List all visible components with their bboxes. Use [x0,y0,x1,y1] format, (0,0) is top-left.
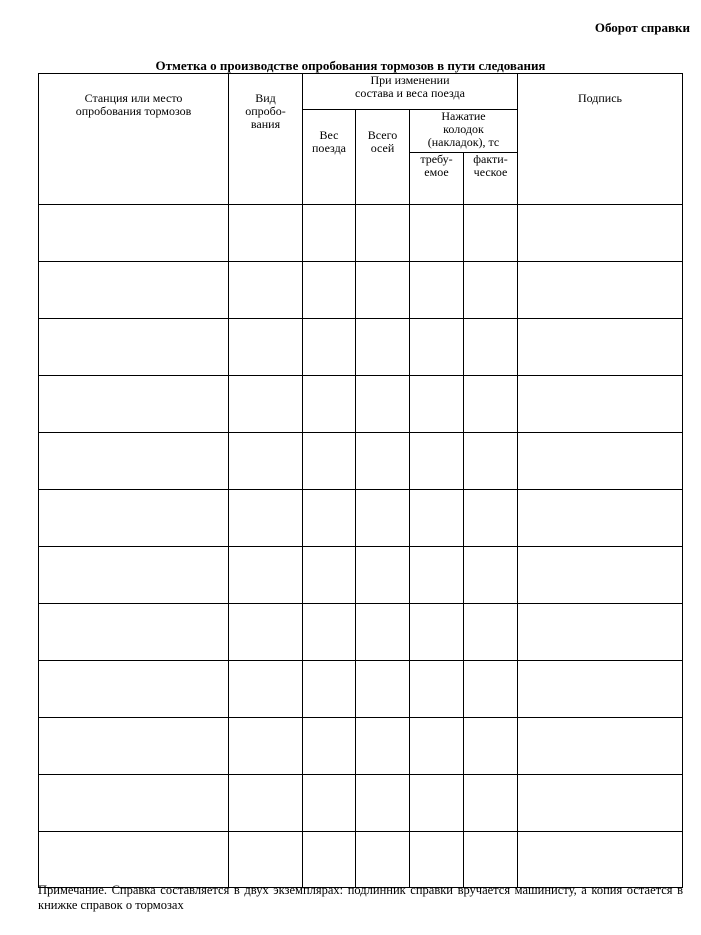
page-corner-label: Оборот справки [594,20,690,35]
header-station-line-1: Станция или место [84,91,183,105]
actual-cell[interactable] [464,490,518,547]
required-cell[interactable] [410,604,464,661]
test-type-cell[interactable] [229,661,303,718]
station-cell[interactable] [39,490,229,547]
table-row [39,775,683,832]
header-change-line-1: При изменении [370,73,450,87]
required-cell[interactable] [410,433,464,490]
axles-cell[interactable] [356,547,410,604]
table-row [39,376,683,433]
actual-cell[interactable] [464,718,518,775]
table-row [39,433,683,490]
axles-cell[interactable] [356,205,410,262]
table-row [39,832,683,888]
signature-cell[interactable] [518,319,683,376]
actual-cell[interactable] [464,433,518,490]
weight-cell[interactable] [303,718,356,775]
weight-cell[interactable] [303,775,356,832]
header-required-line-2: емое [424,165,449,179]
table-row [39,319,683,376]
station-cell[interactable] [39,661,229,718]
header-station [39,74,229,205]
test-type-cell[interactable] [229,775,303,832]
header-actual-line-1: факти- [473,152,508,166]
axles-cell[interactable] [356,661,410,718]
header-signature-label: Подпись [577,91,623,105]
test-type-cell[interactable] [229,376,303,433]
required-cell[interactable] [410,661,464,718]
signature-cell[interactable] [518,718,683,775]
test-type-cell[interactable] [229,832,303,888]
table-row [39,547,683,604]
header-change-line-2: состава и веса поезда [355,86,465,100]
actual-cell[interactable] [464,205,518,262]
header-weight-line-2: поезда [312,141,346,155]
signature-cell[interactable] [518,547,683,604]
test-type-cell[interactable] [229,547,303,604]
actual-cell[interactable] [464,832,518,888]
weight-cell[interactable] [303,433,356,490]
signature-cell[interactable] [518,775,683,832]
test-type-cell[interactable] [229,319,303,376]
signature-cell[interactable] [518,490,683,547]
test-type-cell[interactable] [229,433,303,490]
header-station-line-2: опробования тормозов [75,104,192,118]
header-required [410,153,464,205]
weight-cell[interactable] [303,604,356,661]
axles-cell[interactable] [356,604,410,661]
header-axles-line-2: осей [370,141,395,155]
axles-cell[interactable] [356,718,410,775]
station-cell[interactable] [39,319,229,376]
table-row [39,490,683,547]
actual-cell[interactable] [464,661,518,718]
station-cell[interactable] [39,262,229,319]
table-row [39,718,683,775]
actual-cell[interactable] [464,319,518,376]
station-cell[interactable] [39,832,229,888]
test-type-cell[interactable] [229,490,303,547]
header-change-group [303,74,518,110]
header-pressure-group [410,110,518,153]
form-title: Отметка о производстве опробования тормозов в пути следования [155,58,546,73]
weight-cell[interactable] [303,832,356,888]
required-cell[interactable] [410,775,464,832]
header-test-type-line-1: Вид [255,91,276,105]
station-cell[interactable] [39,433,229,490]
actual-cell[interactable] [464,262,518,319]
brake-test-table [38,73,683,888]
header-axles-line-1: Всего [367,128,398,142]
axles-cell[interactable] [356,490,410,547]
axles-cell[interactable] [356,319,410,376]
required-cell[interactable] [410,490,464,547]
required-cell[interactable] [410,205,464,262]
table-row [39,661,683,718]
header-weight-line-1: Вес [319,128,339,142]
header-test-type-line-2: опробо- [245,104,286,118]
test-type-cell[interactable] [229,262,303,319]
signature-cell[interactable] [518,205,683,262]
station-cell[interactable] [39,205,229,262]
required-cell[interactable] [410,376,464,433]
actual-cell[interactable] [464,376,518,433]
axles-cell[interactable] [356,775,410,832]
station-cell[interactable] [39,718,229,775]
signature-cell[interactable] [518,604,683,661]
station-cell[interactable] [39,547,229,604]
header-total-axles [356,110,410,205]
header-required-line-1: требу- [420,152,453,166]
header-pressure-line-2: колодок [443,122,484,136]
test-type-cell[interactable] [229,604,303,661]
signature-cell[interactable] [518,376,683,433]
table-row [39,205,683,262]
signature-cell[interactable] [518,433,683,490]
axles-cell[interactable] [356,376,410,433]
weight-cell[interactable] [303,661,356,718]
header-actual-line-2: ческое [473,165,508,179]
actual-cell[interactable] [464,604,518,661]
required-cell[interactable] [410,319,464,376]
weight-cell[interactable] [303,547,356,604]
axles-cell[interactable] [356,832,410,888]
test-type-cell[interactable] [229,205,303,262]
axles-cell[interactable] [356,262,410,319]
weight-cell[interactable] [303,262,356,319]
required-cell[interactable] [410,547,464,604]
test-type-cell[interactable] [229,718,303,775]
actual-cell[interactable] [464,547,518,604]
weight-cell[interactable] [303,205,356,262]
signature-cell[interactable] [518,661,683,718]
weight-cell[interactable] [303,319,356,376]
actual-cell[interactable] [464,775,518,832]
header-test-type-line-3: вания [250,117,281,131]
table-row [39,262,683,319]
required-cell[interactable] [410,718,464,775]
header-pressure-line-1: Нажатие [441,109,486,123]
header-signature [518,74,683,205]
signature-cell[interactable] [518,262,683,319]
required-cell[interactable] [410,832,464,888]
axles-cell[interactable] [356,433,410,490]
required-cell[interactable] [410,262,464,319]
station-cell[interactable] [39,775,229,832]
signature-cell[interactable] [518,832,683,888]
footnote: Примечание. Справка составляется в двух экземплярах: подлинник справки вручается машинисту, а копия остается в книжке справок о тормозах [38,883,683,912]
header-train-weight [303,110,356,205]
weight-cell[interactable] [303,376,356,433]
station-cell[interactable] [39,376,229,433]
weight-cell[interactable] [303,490,356,547]
header-pressure-line-3: (накладок), тс [427,135,500,149]
station-cell[interactable] [39,604,229,661]
table-row [39,604,683,661]
header-test-type [229,74,303,205]
header-actual [464,153,518,205]
